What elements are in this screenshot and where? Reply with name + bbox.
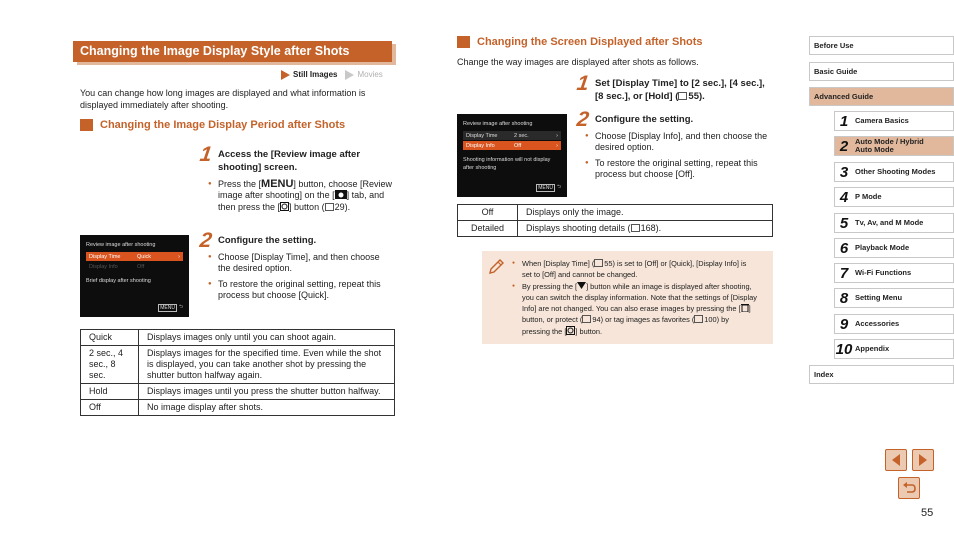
nav-chapter-1[interactable]: 1 Camera Basics <box>834 111 954 131</box>
camera-screen-display-info <box>457 114 567 197</box>
list-item: ● Choose [Display Time], and then choose the desired option. <box>208 252 393 275</box>
down-arrow-icon <box>577 282 586 289</box>
nav-chapter-3[interactable]: 3 Other Shooting Modes <box>834 162 954 182</box>
screen-title: Review image after shooting <box>463 121 533 127</box>
list-item: ● To restore the original setting, repeat this process but choose [Off]. <box>585 158 773 181</box>
step-number: 2 <box>575 108 591 131</box>
nav-chapter-6[interactable]: 6 Playback Mode <box>834 238 954 258</box>
section-heading-display-period <box>80 119 345 131</box>
nav-chapter-2[interactable]: 2 Auto Mode / Hybrid Auto Mode <box>834 136 954 156</box>
chevron-right-icon: › <box>556 132 558 139</box>
book-ref-icon <box>582 315 591 323</box>
step-title: Configure the setting. <box>595 114 694 125</box>
mode-indicator <box>281 70 383 80</box>
step1-bullets <box>208 179 393 217</box>
section-title: Changing the Image Display Period after Shots <box>100 119 346 131</box>
page-ref[interactable]: 29 <box>334 201 345 212</box>
mode-still-images <box>281 70 337 80</box>
intro-text: You can change how long images are displayed and what information is displayed immediately after shooting. <box>80 88 366 110</box>
nav-chapter-4[interactable]: 4 P Mode <box>834 187 954 207</box>
step-number: 1 <box>198 143 214 166</box>
step2-bullets <box>208 252 393 306</box>
screen-title: Review image after shooting <box>86 242 156 248</box>
mode-movies <box>345 70 382 80</box>
mode-still-label: Still Images <box>293 70 338 80</box>
table-row: Off No image display after shots. <box>81 400 395 416</box>
nav-basic-guide[interactable]: Basic Guide <box>809 62 954 81</box>
table-row: Hold Displays images until you press the shutter button halfway. <box>81 384 395 400</box>
step-title: Set [Display Time] to [2 sec.], [4 sec.], [8 sec.], or [Hold] ( 55). <box>595 78 765 102</box>
section-heading-screen-displayed <box>457 36 703 48</box>
list-item: ● When [Display Time] ( 55) is set to [Off] or [Quick], [Display Info] is set to [Off] and cannot be changed. <box>512 258 757 281</box>
menu-return-badge: MENU ⮌ <box>160 304 183 311</box>
step-title: Configure the setting. <box>218 235 317 246</box>
screen-row-selected: Display Info Off › <box>463 141 561 150</box>
triangle-icon <box>345 70 354 80</box>
menu-button-glyph: MENU <box>261 178 294 190</box>
return-icon: ⮌ <box>556 184 561 190</box>
chevron-right-icon: › <box>556 142 558 149</box>
table-row: 2 sec., 4 sec., 8 sec. Displays images for the specified time. Even while the shot is displayed, you can take another shot by pressing the shutter button halfway again. <box>81 346 395 384</box>
arrow-left-icon <box>890 453 902 467</box>
return-arrow-icon <box>902 482 916 494</box>
screen-note: Shooting information will not display after shooting <box>463 157 551 171</box>
book-ref-icon <box>678 92 687 100</box>
menu-return-badge: MENU ⮌ <box>538 184 561 191</box>
camera-icon <box>335 190 347 199</box>
book-ref-icon <box>594 259 603 267</box>
mode-movies-label: Movies <box>357 70 383 80</box>
func-set-icon <box>280 202 289 211</box>
screen-row-selected: Display Time Quick › <box>86 252 183 261</box>
table-row: Detailed Displays shooting details ( 168). <box>458 221 773 237</box>
nav-chapter-9[interactable]: 9 Accessories <box>834 314 954 334</box>
nav-before-use[interactable]: Before Use <box>809 36 954 55</box>
step-number: 2 <box>198 229 214 252</box>
trash-icon <box>741 303 749 312</box>
section-icon <box>457 36 470 48</box>
arrow-right-icon <box>917 453 929 467</box>
table-row: Off Displays only the image. <box>458 205 773 221</box>
section-icon <box>80 119 93 131</box>
list-item: ● Press the [MENU] button, choose [Review image after shooting] on the [ ] tab, and then press the [ ] button ( 29). <box>208 179 393 213</box>
nav-chapter-8[interactable]: 8 Setting Menu <box>834 288 954 308</box>
list-item: ● Choose [Display Info], and then choose the desired option. <box>585 131 773 154</box>
page-ref[interactable]: 168 <box>640 223 656 233</box>
screen-row: Display Time 2 sec. › <box>463 131 561 140</box>
list-item: ● To restore the original setting, repeat this process but choose [Quick]. <box>208 279 393 302</box>
step2-bullets <box>585 131 773 185</box>
nav-index[interactable]: Index <box>809 365 954 384</box>
book-ref-icon <box>631 224 640 232</box>
page-number: 55 <box>921 507 934 519</box>
page-ref[interactable]: 100 <box>704 315 717 325</box>
nav-chapter-10[interactable]: 10 Appendix <box>834 339 954 359</box>
screen-note: Brief display after shooting <box>86 278 151 284</box>
previous-page-button[interactable] <box>885 449 907 471</box>
triangle-icon <box>281 70 290 80</box>
table-row: Quick Displays images only until you can shoot again. <box>81 330 395 346</box>
page-ref[interactable]: 55 <box>688 91 699 102</box>
section-title: Changing the Screen Displayed after Shots <box>477 36 703 48</box>
nav-chapter-5[interactable]: 5 Tv, Av, and M Mode <box>834 213 954 233</box>
page-ref[interactable]: 94 <box>592 315 601 325</box>
section-intro: Change the way images are displayed after shots as follows. <box>457 57 699 67</box>
book-ref-icon <box>694 315 703 323</box>
step-number: 1 <box>575 72 591 95</box>
screen-row: Display Info Off <box>89 263 145 270</box>
step-title: Access the [Review image after shooting] screen. <box>218 149 361 173</box>
next-page-button[interactable] <box>912 449 934 471</box>
return-button[interactable] <box>898 477 920 499</box>
pencil-icon <box>487 258 505 276</box>
display-info-table <box>457 204 773 237</box>
page-title: Changing the Image Display Style after Shots <box>73 41 392 62</box>
chevron-right-icon: › <box>178 253 180 260</box>
list-item: ● By pressing the [ ] button while an image is displayed after shooting, you can switch the display information. Note that the settings of [Display Info] are not changed. You can also erase images by pressing the [ ] button, or protect ( 94) or tag images as favorites ( 100) by pressing the [ ] button. <box>512 281 757 337</box>
camera-screen-display-time <box>80 235 189 317</box>
book-ref-icon <box>325 203 334 211</box>
return-icon: ⮌ <box>178 304 183 310</box>
page-ref[interactable]: 55 <box>604 259 613 268</box>
tip-list <box>512 258 757 337</box>
nav-chapter-7[interactable]: 7 Wi-Fi Functions <box>834 263 954 283</box>
nav-advanced-guide[interactable]: Advanced Guide <box>809 87 954 106</box>
display-time-table <box>80 329 395 416</box>
